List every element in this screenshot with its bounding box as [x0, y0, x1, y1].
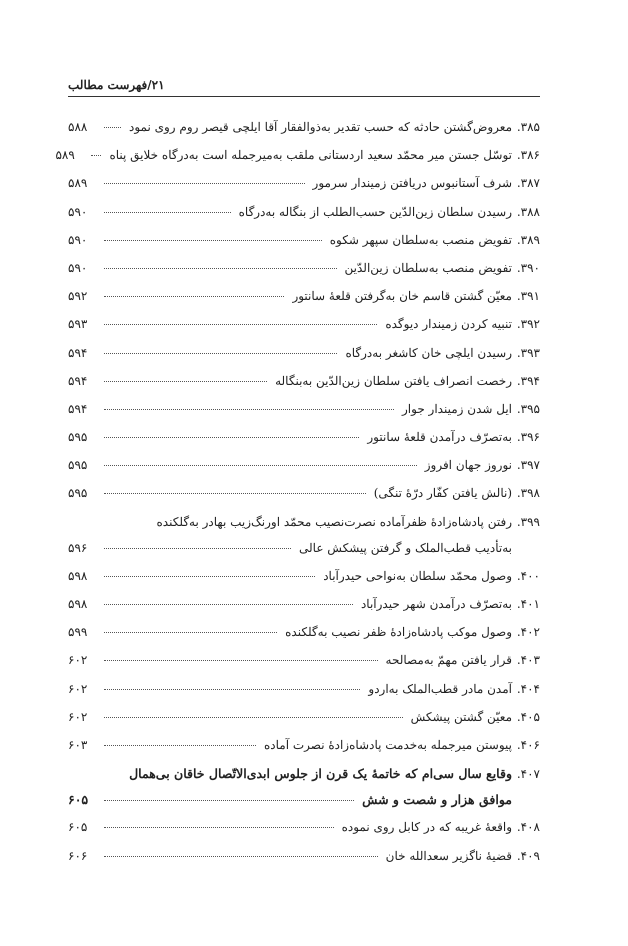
entry-title: معیّن گشتن پیشکش: [410, 709, 512, 724]
toc-entry: [68, 738, 540, 766]
entry-number: ۴۰۰.: [516, 568, 540, 583]
toc-entry: [68, 458, 540, 486]
toc-entry: [68, 766, 540, 792]
entry-title: وقایع سال سی‌ام که خاتمهٔ یک قرن از جلوس ابدی‌الاتّصال خاقان بی‌همال: [129, 766, 512, 782]
toc-entry: [68, 317, 540, 345]
entry-page: ۵۹۰: [68, 232, 88, 247]
dot-leader: [104, 799, 354, 801]
entry-number: ۳۹۸.: [516, 486, 540, 501]
entry-page: ۵۹۳: [68, 317, 88, 332]
entry-page: ۵۹۸: [68, 568, 88, 583]
toc-entry: [68, 849, 540, 877]
entry-page: ۶۰۲: [68, 709, 88, 724]
entry-number: ۴۰۳.: [516, 653, 540, 668]
entry-title: رسیدن سلطان زین‌الدّین حسب‌الطلب از بنگاله به‌درگاه: [238, 204, 512, 219]
entry-title: توسّل جستن میر محمّد سعید اردستانی ملقب به‌میرجمله است به‌درگاه خلایق پناه: [109, 148, 512, 163]
toc-entry: [68, 597, 540, 625]
toc-entry: [68, 569, 540, 597]
entry-page: ۵۹۸: [68, 597, 88, 611]
entry-title: معروض‌گشتن حادثه که حسب تقدیر به‌ذوالفقار آقا ایلچی قیصر روم روی نمود: [128, 120, 512, 134]
toc-entry: [68, 346, 540, 374]
toc-entry: [68, 261, 540, 289]
dot-leader: [104, 744, 256, 746]
entry-number: ۴۰۷.: [516, 767, 540, 782]
entry-number: ۳۹۷.: [516, 458, 540, 473]
toc-entry: [68, 176, 540, 204]
entry-page: ۶۰۶: [68, 848, 88, 863]
dot-leader: [104, 688, 360, 690]
toc-entry: [68, 820, 540, 848]
entry-number: ۴۰۸.: [516, 820, 540, 835]
dot-leader: [104, 826, 334, 828]
dot-leader: [104, 408, 394, 410]
entry-page: ۶۰۵: [68, 792, 89, 808]
entry-number: ۳۹۲.: [516, 317, 540, 332]
entry-number: ۳۹۹.: [516, 514, 540, 529]
entry-title: رفتن پادشاه‌زادهٔ ظفرآماده نصرت‌نصیب محمّد اورنگ‌زیب بهادر به‌گلکنده: [156, 514, 512, 529]
dot-leader: [104, 659, 378, 661]
toc-entry-continuation: [68, 792, 540, 820]
entry-number: ۳۹۴.: [516, 373, 540, 388]
dot-leader: [91, 154, 101, 156]
entry-number: ۴۰۱.: [516, 597, 540, 611]
dot-leader: [104, 295, 284, 297]
entry-number: ۴۰۶.: [516, 737, 540, 752]
dot-leader: [104, 323, 377, 325]
entry-title: به‌تصرّف درآمدن شهر حیدرآباد: [360, 597, 512, 611]
entry-title: قرار یافتن مهمّ به‌مصالحه: [385, 653, 512, 668]
toc-entry: [68, 205, 540, 233]
dot-leader: [104, 267, 337, 269]
entry-page: ۵۸۹: [68, 176, 88, 191]
entry-page: ۵۹۲: [68, 289, 88, 304]
entry-number: ۴۰۵.: [516, 709, 540, 724]
entry-title: رخصت انصراف یافتن سلطان زین‌الدّین به‌بنگاله: [275, 373, 512, 388]
dot-leader: [104, 603, 353, 605]
dot-leader: [104, 716, 403, 718]
entry-page: ۵۹۴: [68, 373, 88, 388]
dot-leader: [104, 436, 359, 438]
entry-number: ۳۸۸.: [516, 204, 540, 219]
entry-number: ۳۹۶.: [516, 430, 540, 445]
dot-leader: [104, 631, 277, 633]
dot-leader: [104, 855, 378, 857]
entry-title: واقعهٔ غریبه که در کابل روی نموده: [341, 820, 512, 835]
toc-entry: [68, 710, 540, 738]
entry-title: (نالش یافتن کفّار درّهٔ تنگی): [373, 486, 512, 501]
toc-entry-continuation: [68, 541, 540, 569]
toc-entry: [68, 486, 540, 514]
entry-page: ۵۹۶: [68, 540, 88, 555]
entry-title-continuation: به‌تأدیب قطب‌الملک و گرفتن پیشکش عالی: [299, 540, 512, 555]
dot-leader: [104, 575, 315, 577]
entry-title: شرف آستانبوس دریافتن زمیندار سرمور: [312, 176, 512, 191]
entry-title: تنبیه کردن زمیندار دیوگده: [385, 317, 512, 332]
toc-entry: [68, 625, 540, 653]
entry-title-continuation: موافق هزار و شصت و شش: [362, 792, 512, 808]
entry-page: ۵۹۵: [68, 486, 88, 501]
entry-number: ۴۰۲.: [516, 625, 540, 640]
entry-page: ۵۸۸: [68, 120, 88, 134]
entry-title: آمدن مادر قطب‌الملک به‌اردو: [368, 681, 512, 696]
entry-title: به‌تصرّف درآمدن قلعهٔ سانتور: [367, 430, 512, 445]
entry-title: ایل شدن زمیندار جوار: [401, 401, 512, 416]
entry-title: رسیدن ایلچی خان کاشغر به‌درگاه: [345, 345, 512, 360]
entry-title: نوروز جهان افروز: [424, 458, 512, 473]
dot-leader: [104, 464, 417, 466]
entry-number: ۳۹۳.: [516, 345, 540, 360]
entry-page: ۶۰۲: [68, 681, 88, 696]
toc-entry: [68, 515, 540, 541]
toc-entry: [68, 430, 540, 458]
toc-entry: [68, 233, 540, 261]
dot-leader: [104, 492, 366, 494]
dot-leader: [104, 182, 305, 184]
entry-page: ۵۹۴: [68, 401, 88, 416]
dot-leader: [104, 380, 267, 382]
entry-number: ۳۹۱.: [516, 289, 540, 304]
entry-number: ۴۰۴.: [516, 681, 540, 696]
entry-title: قضیهٔ ناگزیر سعدالله خان: [385, 848, 512, 863]
entry-number: ۳۹۵.: [516, 401, 540, 416]
dot-leader: [104, 352, 337, 354]
dot-leader: [104, 126, 121, 128]
toc-entry: [68, 374, 540, 402]
running-header-title: ۲۱/فهرست مطالب: [68, 78, 165, 92]
toc-entry: [68, 682, 540, 710]
entry-page: ۶۰۳: [68, 737, 88, 752]
entry-page: ۵۹۵: [68, 458, 88, 473]
entry-title: پیوستن میرجمله به‌خدمت پادشاه‌زادهٔ نصرت آماده: [264, 737, 512, 752]
toc-entry: [68, 120, 540, 148]
toc-entry: [68, 289, 540, 317]
dot-leader: [104, 547, 291, 549]
entry-page: ۵۹۹: [68, 625, 88, 640]
entry-title: تفویض منصب به‌سلطان سپهر شکوه: [329, 232, 512, 247]
entry-number: ۳۸۷.: [516, 176, 540, 191]
dot-leader: [104, 239, 322, 241]
entry-number: ۳۹۰.: [516, 260, 540, 275]
entry-page: ۵۸۹: [55, 148, 75, 163]
dot-leader: [104, 211, 231, 213]
page-header: [68, 78, 540, 97]
entry-title: معیّن گشتن قاسم خان به‌گرفتن قلعهٔ سانتور: [292, 289, 512, 304]
entry-title: تفویض منصب به‌سلطان زین‌الدّین: [344, 260, 512, 275]
entry-page: ۵۹۴: [68, 345, 88, 360]
entry-number: ۳۸۶.: [516, 148, 540, 163]
entry-number: ۳۸۹.: [516, 232, 540, 247]
entry-page: ۶۰۵: [68, 820, 88, 835]
entry-number: ۴۰۹.: [516, 848, 540, 863]
entry-page: ۵۹۰: [68, 260, 88, 275]
entry-title: وصول محمّد سلطان به‌نواحی حیدرآباد: [323, 568, 512, 583]
entry-title: وصول موکب پادشاه‌زادهٔ ظفر نصیب به‌گلکنده: [285, 625, 512, 640]
toc-entry: [55, 148, 540, 176]
entry-page: ۵۹۵: [68, 430, 88, 445]
table-of-contents: [55, 120, 540, 877]
entry-page: ۵۹۰: [68, 204, 88, 219]
toc-entry: [68, 402, 540, 430]
toc-entry: [68, 653, 540, 681]
entry-number: ۳۸۵.: [516, 120, 540, 134]
entry-page: ۶۰۲: [68, 653, 88, 668]
